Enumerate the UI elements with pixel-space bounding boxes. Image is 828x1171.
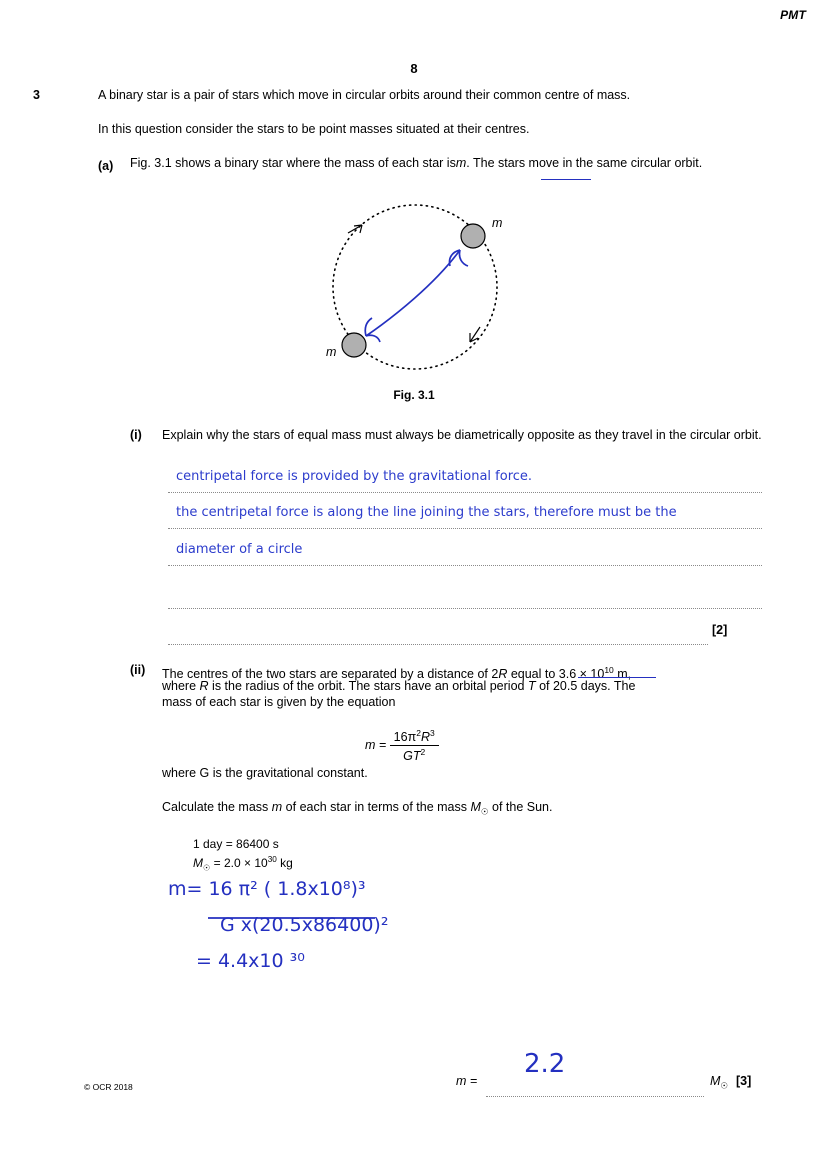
answer-handwriting-1: centripetal force is provided by the gravitational force. xyxy=(176,469,533,484)
den-a: GT xyxy=(403,749,421,764)
ink-underline-m xyxy=(541,179,591,180)
part-a-ii-calc-text xyxy=(162,800,762,820)
calc-m: m xyxy=(271,800,283,814)
marks-part-a-i: [2] xyxy=(712,623,728,637)
ii-text-exp: 10 xyxy=(604,665,614,675)
ii-l2-c: of 20.5 days. The xyxy=(535,679,636,693)
part-a-ii-label: (ii) xyxy=(130,663,146,677)
ii-l2-a: where xyxy=(162,679,200,693)
part-a-ii-where-text xyxy=(162,766,762,782)
num-a: 16π xyxy=(393,730,417,745)
mass-equation xyxy=(365,728,439,763)
part-a-text-1: Fig. 3.1 shows a binary star where the mass of each star is xyxy=(130,156,456,170)
num-b: R xyxy=(420,730,430,745)
equation-lhs: m = xyxy=(365,737,387,752)
figure-label-top-m: m xyxy=(492,216,503,230)
star-top-icon xyxy=(461,224,485,248)
equation-numerator xyxy=(390,728,439,746)
ink-underline-distance xyxy=(578,677,656,678)
calc-c: of the Sun. xyxy=(488,800,553,814)
den-a-exp: 2 xyxy=(420,747,426,758)
calc-M-sub: ☉ xyxy=(480,806,489,817)
ii-l2-b: is the radius of the orbit. The stars have an orbital period xyxy=(208,679,528,693)
ii-text-b: equal to 3.6 × 10 xyxy=(507,667,605,682)
given-c: kg xyxy=(276,856,293,870)
figure-label-bottom-m: m xyxy=(326,345,337,359)
answer-unit-M: M xyxy=(710,1074,721,1088)
given-b: = 2.0 × 10 xyxy=(210,856,268,870)
where-text: where G is the gravitational constant. xyxy=(162,766,368,780)
answer-line-5[interactable] xyxy=(168,630,708,645)
answer-line-4[interactable] xyxy=(168,594,762,609)
final-answer-line[interactable] xyxy=(486,1082,704,1097)
pmt-watermark: PMT xyxy=(780,8,806,22)
question-stem-1: A binary star is a pair of stars which move in circular orbits around their common centre of mass. xyxy=(98,88,631,102)
equation-denominator xyxy=(390,746,439,763)
question-number: 3 xyxy=(33,88,40,102)
num-a-exp: 2 xyxy=(416,728,421,738)
answer-handwriting-2: the centripetal force is along the line joining the stars, therefore must be the xyxy=(176,505,677,520)
num-b-exp: 3 xyxy=(429,728,435,738)
ii-l2-R: R xyxy=(199,679,209,693)
part-a-label: (a) xyxy=(98,159,114,173)
question-stem-2: In this question consider the stars to be point masses situated at their centres. xyxy=(98,122,530,136)
part-a-text xyxy=(130,156,762,172)
orbit-arrow-top-icon xyxy=(348,225,362,233)
part-a-text-2: . The stars move in the same circular orbit. xyxy=(466,156,703,170)
ii-l2-T: T xyxy=(527,679,536,693)
part-a-ii-text-line3: mass of each star is given by the equation xyxy=(162,695,396,709)
part-a-ii-text-line2 xyxy=(162,679,766,695)
handwritten-diameter-arrow xyxy=(365,250,468,342)
answer-prefix: m = xyxy=(456,1074,478,1088)
page-number: 8 xyxy=(410,61,418,76)
calc-b: of each star in terms of the mass xyxy=(282,800,471,814)
marks-part-a-ii: [3] xyxy=(736,1074,752,1088)
given-M: M xyxy=(193,856,203,870)
equation-fraction xyxy=(390,728,439,763)
calc-M: M xyxy=(470,800,481,814)
part-a-i-label: (i) xyxy=(130,428,142,442)
working-line-3: = 4.4x10 ³⁰ xyxy=(196,950,305,972)
part-a-i-text: Explain why the stars of equal mass must always be diametrically opposite as they travel in the circular orbit. xyxy=(162,428,762,442)
given-exp: 30 xyxy=(267,855,277,864)
calc-a: Calculate the mass xyxy=(162,800,272,814)
copyright-notice: © OCR 2018 xyxy=(84,1082,133,1092)
final-answer-handwriting: 2.2 xyxy=(524,1049,566,1079)
figure-caption: Fig. 3.1 xyxy=(393,388,435,402)
answer-unit xyxy=(710,1074,728,1094)
given-M-sub: ☉ xyxy=(203,863,211,873)
given-data-line-1: 1 day = 86400 s xyxy=(193,837,279,851)
star-bottom-icon xyxy=(342,333,366,357)
answer-unit-sub: ☉ xyxy=(720,1080,729,1091)
working-line-1: m= 16 π² ( 1.8x10⁸)³ xyxy=(168,878,366,900)
ii-text-R: R xyxy=(498,667,508,682)
ii-text-c: m, xyxy=(613,667,632,682)
working-line-2: G x(20.5x86400)² xyxy=(220,914,389,936)
answer-handwriting-3: diameter of a circle xyxy=(176,542,303,557)
part-a-text-m: m xyxy=(455,156,467,170)
ii-text-a: The centres of the two stars are separated by a distance of 2 xyxy=(162,667,499,682)
